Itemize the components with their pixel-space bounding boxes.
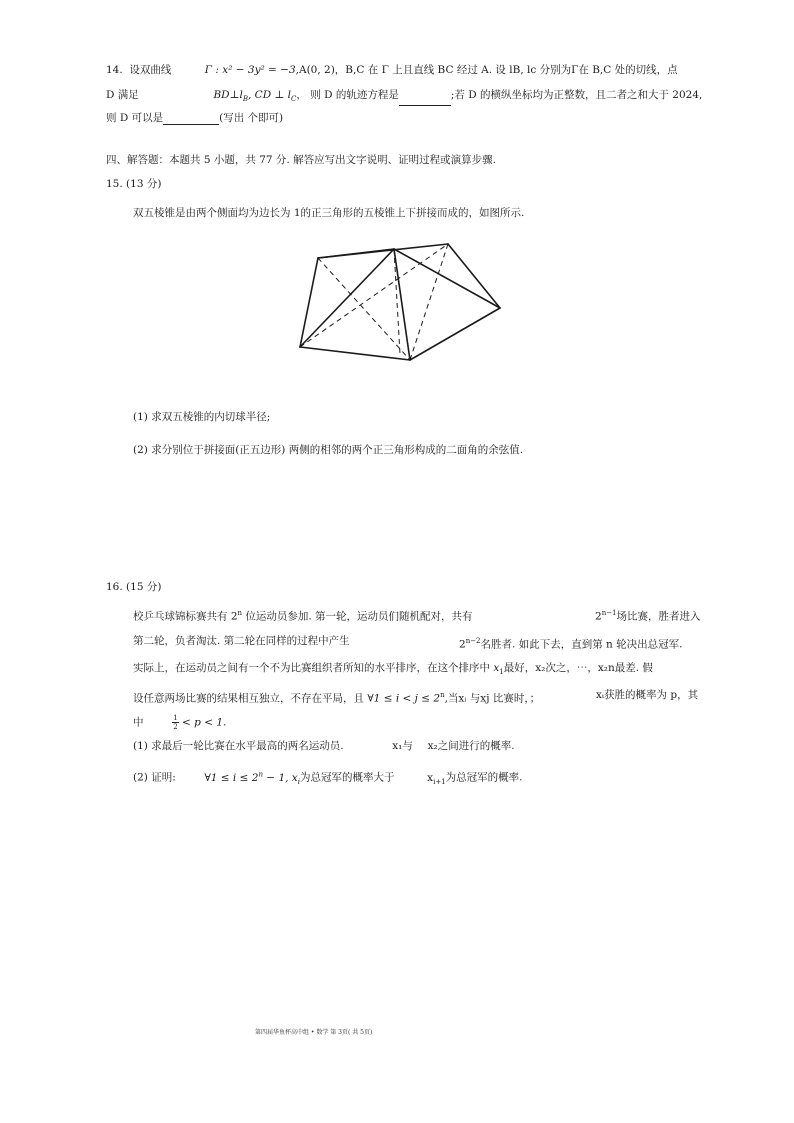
q16-l4-math: ∀1 ≤ i < j ≤ 2	[367, 692, 441, 705]
bipentagonal-pyramid-figure	[290, 236, 510, 366]
fig-edge	[448, 244, 500, 308]
q16-line-2	[133, 634, 350, 648]
page-footer: 第四届华鱼杯高中组 • 数学 第 3页( 共 5页)	[255, 1029, 373, 1036]
q16-p2b: 为总冠军的概率大于	[299, 771, 395, 784]
fig-edge	[300, 249, 394, 347]
q14-line-2	[106, 88, 702, 106]
q14-perp-condition: $BD\perp l_B$, CD ⊥ $l_C$	[213, 89, 297, 104]
q16-p2-xi1: $x_{i+1}$	[427, 771, 446, 786]
q14-d-blank[interactable]	[163, 113, 219, 125]
q15-part-2: (2) 求分别位于拼接面(正五边形) 两侧的相邻的两个正三角形构成的二面角的余弦值.	[133, 444, 524, 456]
q16-line-1	[133, 606, 473, 624]
q16-line-4-right	[596, 688, 698, 702]
q16-p1-x1: x₁与	[392, 740, 413, 752]
q16-l2b-sup: n−2	[465, 637, 481, 645]
q16-part-1	[133, 739, 515, 753]
fig-edge	[318, 249, 394, 258]
q16-p2-math: ∀1 ≤ $i \le 2^n - 1$, $x_i$	[204, 770, 300, 786]
q16-l1b: 位运动员参加. 第一轮，运动员们随机配对，共有	[242, 610, 473, 623]
q16-l1c-sup: n−1	[601, 609, 617, 617]
q16-p2a: (2) 证明:	[133, 771, 176, 784]
q16-l1-sup: n	[237, 609, 243, 617]
q16-p1-x2: x₂之间进行的概率.	[427, 740, 515, 752]
q16-line-4	[133, 688, 540, 706]
q14-line2-tail: ;若 D 的横纵坐标均为正整数，且二者之和大于 2024,	[450, 89, 703, 101]
q16-x1: x	[493, 662, 500, 674]
q16-l5a: 中	[133, 716, 144, 729]
q16-l1a: 校乒乓球锦标赛共有 2	[133, 610, 238, 623]
q15-part-1: (1) 求双五棱锥的内切球半径;	[133, 411, 271, 423]
q16-l4a: 设任意两场比赛的结果相互独立，不存在平局，且	[133, 692, 364, 705]
q15-header: 15. (13 分)	[106, 178, 162, 190]
q16-l1c: 2	[595, 610, 602, 623]
fig-edge	[410, 308, 500, 360]
q16-l2b: 2	[459, 638, 466, 651]
q14-line-1	[106, 63, 678, 77]
q16-line-3	[133, 661, 653, 679]
fig-edge	[300, 258, 318, 347]
q16-line-2-right	[459, 634, 682, 652]
fig-edge	[300, 347, 410, 360]
fig-edge	[394, 249, 410, 360]
q14-line2-lead: D 满足	[106, 89, 139, 101]
q16-line-1-right	[595, 606, 701, 624]
q16-l2a: 第二轮，负者淘汰. 第二轮在同样的过程中产生	[133, 635, 350, 647]
q14-comma: ，	[296, 89, 307, 101]
fig-edge	[394, 249, 500, 308]
q16-l2c: 名胜者. 如此下去，直到第 n 轮决出总冠军.	[480, 638, 683, 651]
q16-p1a: (1) 求最后一轮比赛在水平最高的两名运动员.	[133, 740, 344, 752]
q16-line-5	[133, 714, 226, 731]
q16-l1d: 场比赛，胜者进入	[616, 610, 701, 623]
q14-line3-lead: 则 D 可以是	[106, 112, 164, 124]
q14-locus-prompt: 则 D 的轨迹方程是	[310, 89, 399, 101]
q16-header: 16. (15 分)	[106, 581, 162, 593]
q16-x1-sub: 1	[499, 668, 504, 677]
section-4-heading: 四、解答题：本题共 5 小题，共 77 分. 解答应写出文字说明、证明过程或演算步骤.	[106, 154, 496, 166]
q14-lead: 设双曲线	[129, 64, 172, 76]
q15-description: 双五棱锥是由两个侧面均为边长为 1的正三角形的五棱锥上下拼接而成的，如图所示.	[133, 207, 525, 219]
q16-l4-sup: n	[440, 691, 445, 699]
q16-p2d: 为总冠军的概率.	[445, 771, 523, 784]
q16-l3a: 实际上，在运动员之间有一个不为比赛组织者所知的水平排序，在这个排序中	[133, 662, 490, 674]
q14-point-a-text: A(0, 2)，B,C 在 Γ 上且直线 BC 经过 A. 设 lB, lc 分别为Γ在 B,C 处的切线，点	[299, 64, 678, 76]
q16-part-2	[133, 767, 523, 789]
q16-l4b: ,当xᵢ 与xj 比赛时，；	[444, 692, 541, 705]
q16-p-range: < p < 1.	[182, 716, 227, 729]
q16-l3b: 最好，x₂次之，⋯，x₂n最差. 假	[503, 662, 653, 674]
q16-l4c: xᵢ获胜的概率为 p，其	[596, 689, 699, 701]
q14-line3-tail: (写出 个即可)	[219, 112, 284, 124]
q14-line-3	[106, 111, 283, 125]
q16-half-fraction: $\frac{1}{2}$	[173, 714, 178, 731]
q14-curve-equation: Γ : x² − 3y² = −3,	[204, 64, 299, 76]
q14-locus-blank[interactable]	[399, 94, 451, 106]
fig-hidden-edge	[318, 258, 410, 360]
fig-hidden-edge	[300, 244, 448, 347]
q14-number: 14.	[106, 64, 123, 76]
